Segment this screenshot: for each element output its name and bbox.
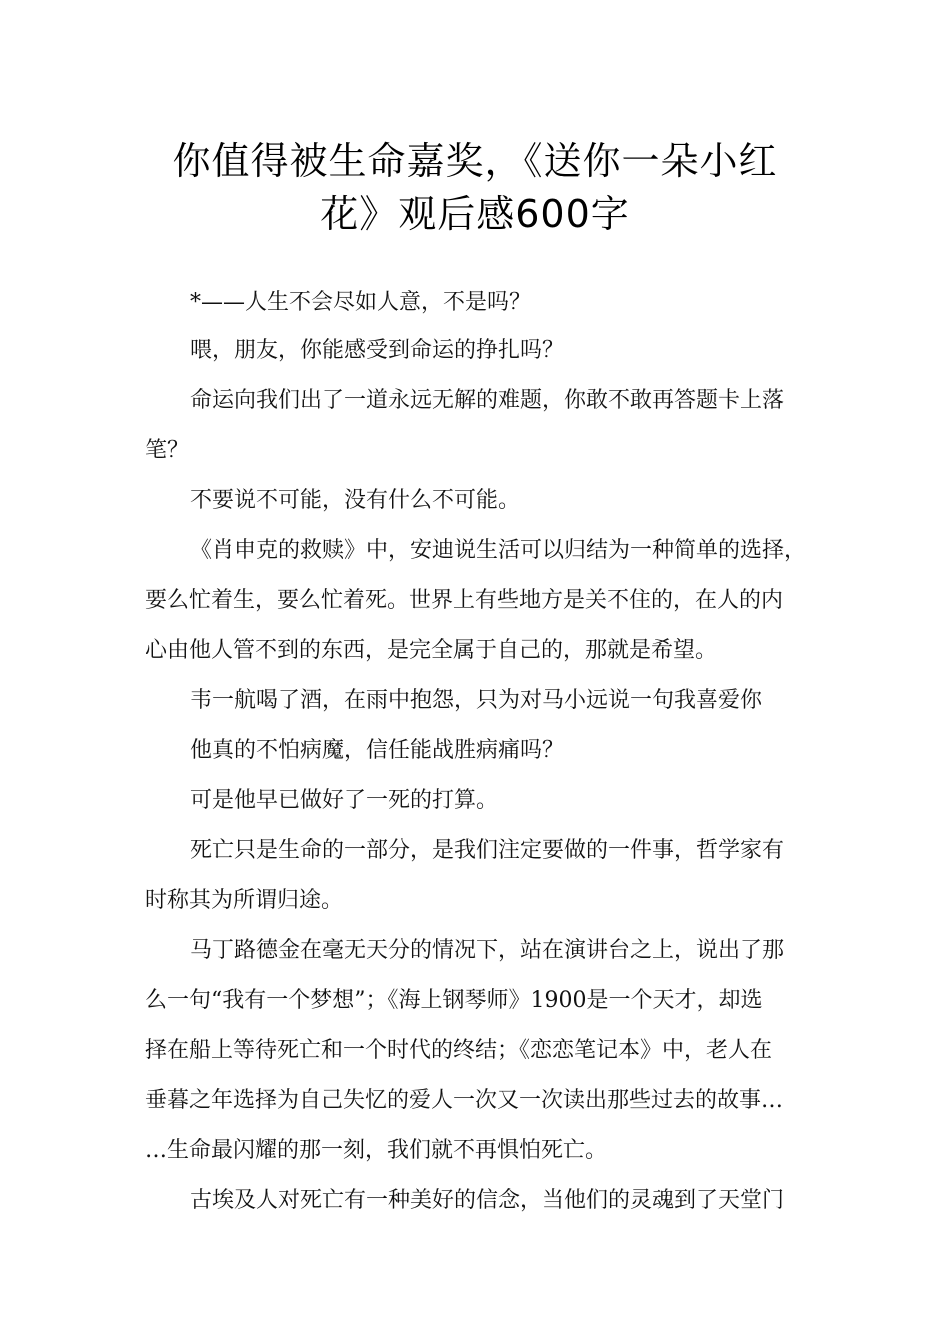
- body-line: 笔？: [145, 438, 190, 463]
- body-line: 《肖申克的救赎》中，安迪说生活可以归结为一种简单的选择，: [190, 538, 807, 563]
- body-line: 要么忙着生，要么忙着死。世界上有些地方是关不住的，在人的内: [145, 588, 784, 613]
- document-title-line-2: 花》观后感600字: [320, 192, 630, 236]
- body-line: …生命最闪耀的那一刻，我们就不再惧怕死亡。: [145, 1138, 608, 1163]
- document-title-line-1: 你值得被生命嘉奖，《送你一朵小红: [172, 139, 778, 183]
- body-line: *——人生不会尽如人意，不是吗？: [190, 290, 532, 315]
- body-line: 他真的不怕病魔，信任能战胜病痛吗？: [190, 738, 565, 763]
- body-line: 时称其为所谓归途。: [145, 888, 344, 913]
- body-line: 择在船上等待死亡和一个时代的终结；《恋恋笔记本》中，老人在: [145, 1038, 773, 1063]
- body-line: 可是他早已做好了一死的打算。: [190, 788, 499, 813]
- body-line: 么一句“我有一个梦想”；《海上钢琴师》1900是一个天才，却选: [145, 988, 763, 1013]
- body-line: 古埃及人对死亡有一种美好的信念，当他们的灵魂到了天堂门: [190, 1188, 785, 1213]
- body-line: 不要说不可能，没有什么不可能。: [190, 488, 521, 513]
- body-line: 马丁路德金在毫无天分的情况下，站在演讲台之上，说出了那: [190, 938, 785, 963]
- body-line: 命运向我们出了一道永远无解的难题，你敢不敢再答题卡上落: [190, 388, 785, 413]
- body-line: 韦一航喝了酒，在雨中抱怨，只为对马小远说一句我喜爱你: [190, 688, 763, 713]
- body-line: 垂暮之年选择为自己失忆的爱人一次又一次读出那些过去的故事…: [145, 1088, 784, 1113]
- body-line: 喂，朋友，你能感受到命运的挣扎吗？: [190, 338, 565, 363]
- body-line: 死亡只是生命的一部分，是我们注定要做的一件事，哲学家有: [190, 838, 785, 863]
- body-line: 心由他人管不到的东西，是完全属于自己的，那就是希望。: [145, 638, 718, 663]
